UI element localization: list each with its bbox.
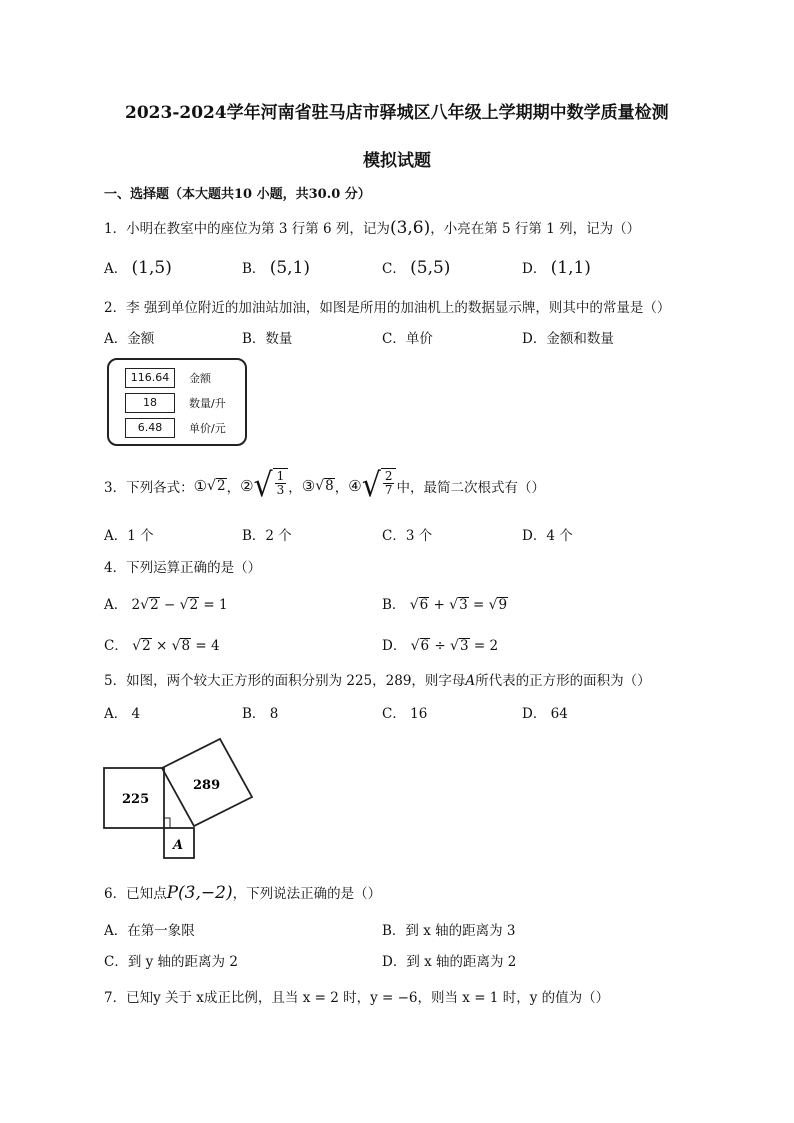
pump-price-label: 单价/元	[189, 422, 226, 435]
q3-option-c[interactable]: C．3 个	[382, 528, 433, 544]
pump-amount-label: 金额	[189, 372, 211, 385]
q1-option-b[interactable]: B． (5,1)	[242, 258, 311, 278]
question-7: 7．已知y 关于 x成正比例，且当 x = 2 时，y = −6，则当 x = 1 时，y 的值为（）	[104, 990, 610, 1006]
question-3: 3．下列各式： ① √ 2 ， ② √ $\frac{1}{3}$ ， ③ √ 8 ， ④ √ $\frac{2}{7}$ 中，最简二次根式有（）	[104, 466, 545, 505]
title-line-2: 模拟试题	[363, 151, 431, 171]
q6-option-c[interactable]: C．到 y 轴的距离为 2	[104, 954, 238, 970]
q3-prefix: 3．下列各式：	[104, 480, 194, 496]
pump-quantity-value: 18	[125, 393, 175, 413]
pump-quantity-label: 数量/升	[189, 397, 226, 410]
q4-option-a[interactable]: A． 2√2 − √2 = 1	[104, 597, 228, 613]
q2-option-a[interactable]: A．金额	[104, 331, 155, 347]
question-1	[104, 217, 640, 238]
q3-frac-sqrt-2: √ $\frac{2}{7}$	[362, 468, 397, 504]
q3-suffix: 中，最简二次根式有（）	[396, 480, 545, 496]
q5-option-a[interactable]: A． 4	[104, 706, 141, 722]
circle-num-1: ①	[193, 477, 208, 495]
q3-frac-sqrt-1: √ $\frac{1}{3}$	[254, 468, 289, 504]
q3-option-a[interactable]: A．1 个	[104, 528, 154, 544]
q6-option-d[interactable]: D．到 x 轴的距离为 2	[382, 954, 517, 970]
small-square-label: A	[173, 838, 184, 853]
q5-option-c[interactable]: C． 16	[382, 706, 428, 722]
q4-option-d[interactable]: D． √6 ÷ √3 = 2	[382, 638, 499, 654]
question-4: 4．下列运算正确的是（）	[104, 560, 262, 576]
q2-option-d[interactable]: D．金额和数量	[522, 331, 614, 347]
q3-option-d[interactable]: D．4 个	[522, 528, 573, 544]
right-area-label: 289	[193, 778, 221, 793]
q2-option-c[interactable]: C．单价	[382, 331, 433, 347]
q3-radicand-1: 2	[216, 478, 226, 495]
q1-prefix: 1．小明在教室中的座位为第 3 行第 6 列，记为	[104, 221, 390, 237]
question-2: 2．李 强到单位附近的加油站加油，如图是所用的加油机上的数据显示牌，则其中的常量是（）	[104, 300, 671, 316]
left-area-label: 225	[122, 792, 150, 807]
circle-num-2: ②	[240, 477, 254, 495]
circle-num-4: ④	[348, 477, 362, 495]
q5-option-b[interactable]: B． 8	[242, 706, 279, 722]
title-line-1: 2023-2024学年河南省驻马店市驿城区八年级上学期期中数学质量检测	[125, 103, 669, 123]
q6-option-b[interactable]: B．到 x 轴的距离为 3	[382, 923, 516, 939]
pump-display-figure	[107, 358, 247, 446]
squares-figure	[98, 735, 268, 860]
q6-option-a[interactable]: A．在第一象限	[104, 923, 195, 939]
pump-price-value: 6.48	[125, 418, 175, 438]
q1-mid: ，小亮在第 5 行第 1 列，记为（）	[430, 221, 641, 237]
q4-option-c[interactable]: C． √2 × √8 = 4	[104, 638, 220, 654]
question-6: 6．已知点P(3,−2)，下列说法正确的是（）	[104, 883, 382, 903]
circle-num-3: ③	[301, 477, 316, 495]
q3-option-b[interactable]: B．2 个	[242, 528, 292, 544]
q2-option-b[interactable]: B．数量	[242, 331, 293, 347]
q6-point: P(3,−2)	[166, 883, 233, 903]
q1-option-d[interactable]: D． (1,1)	[522, 258, 591, 278]
section-header: 一、选择题（本大题共10 小题，共30.0 分）	[104, 187, 371, 202]
question-5: 5．如图，两个较大正方形的面积分别为 225，289，则字母A所代表的正方形的面积为（）	[104, 673, 651, 689]
q1-point: (3,6)	[389, 218, 431, 238]
q4-option-b[interactable]: B． √6 + √3 = √9	[382, 597, 508, 613]
q1-option-a[interactable]: A． (1,5)	[104, 258, 172, 278]
q3-radicand-3: 8	[325, 478, 334, 495]
q5-option-d[interactable]: D． 64	[522, 706, 568, 722]
q1-option-c[interactable]: C． (5,5)	[382, 258, 451, 278]
pump-amount-value: 116.64	[125, 368, 175, 388]
